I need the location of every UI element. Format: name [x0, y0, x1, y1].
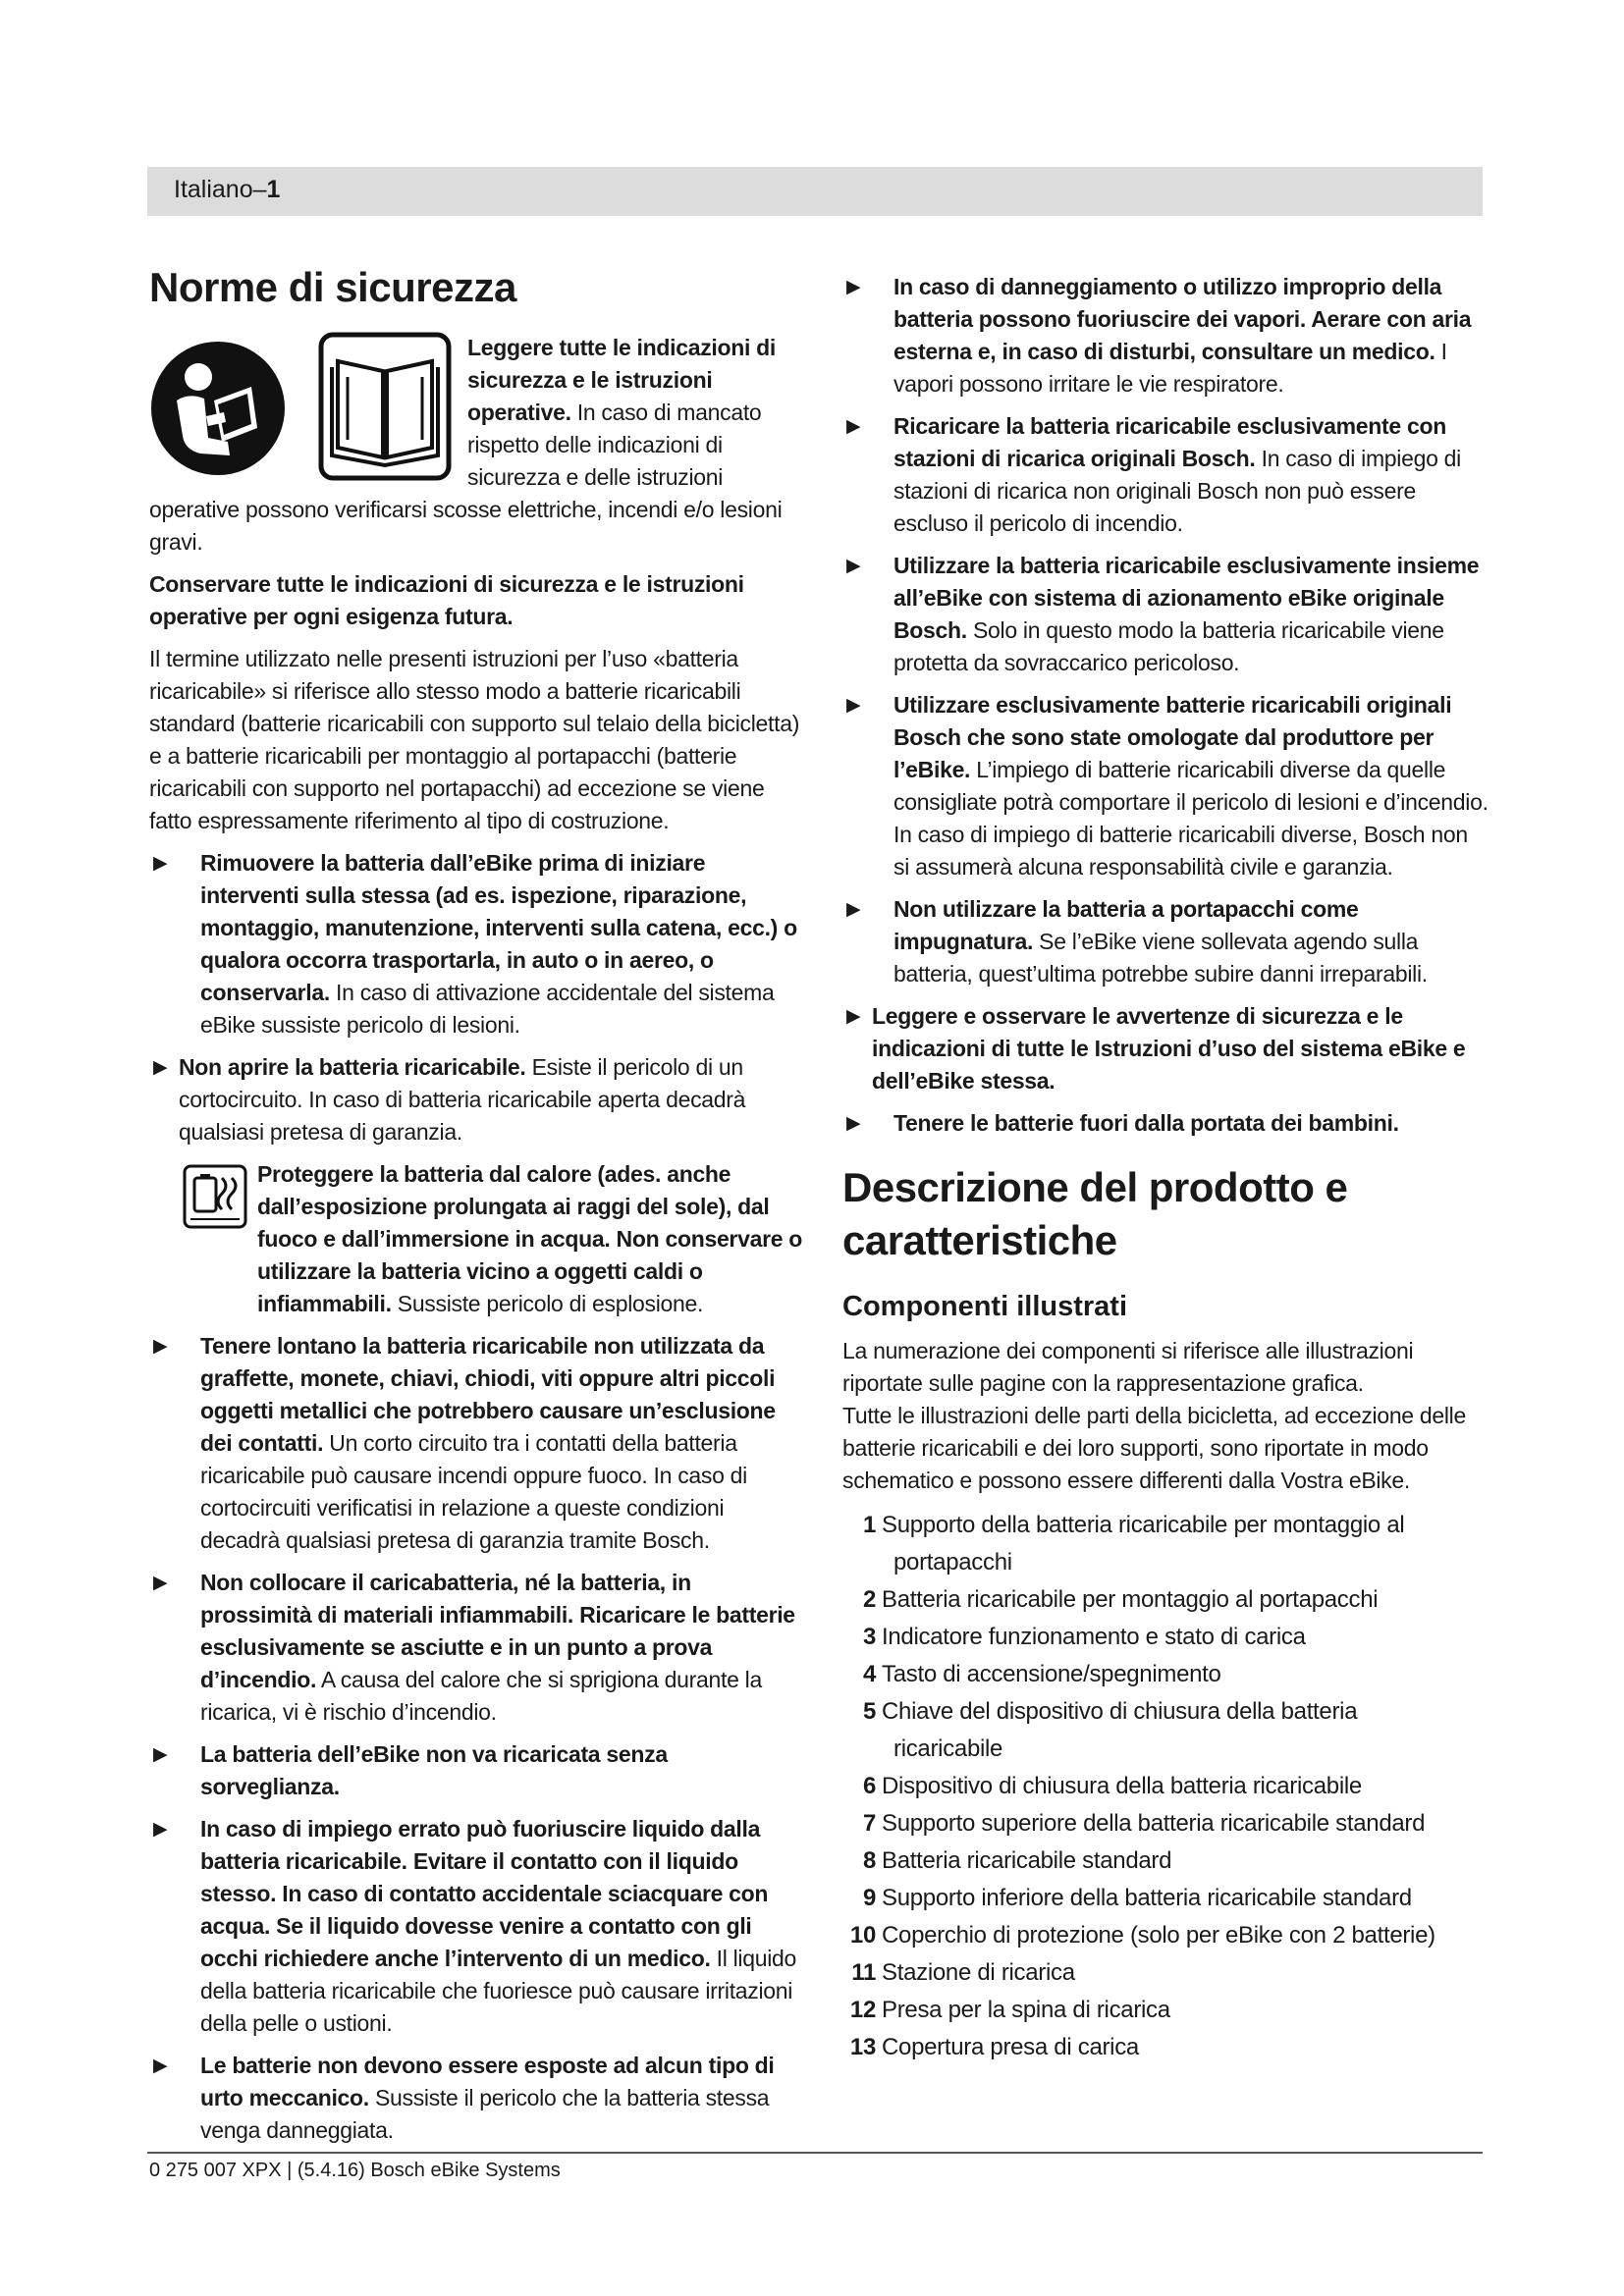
components-intro-1: La numerazione dei componenti si riferisce alle illustrazioni riportate sulle pagine con la rappresentazione grafica.	[842, 1337, 1414, 1396]
triangle-bullet-icon: ▶	[846, 695, 861, 716]
warning-list-left-a	[149, 847, 807, 1148]
list-item	[842, 1107, 1489, 1140]
triangle-bullet-icon: ▶	[846, 277, 861, 297]
item-text: L’impiego di batterie ricaricabili diverse da quelle consigliate potrà comportare il pericolo di lesioni e d’incendio. In caso di impiego di batterie ricaricabili diverse, Bosch non si assumerà alcuna responsabilità civile e garanzia.	[893, 757, 1489, 880]
list-item	[149, 1567, 807, 1729]
item-number: 1	[862, 1511, 876, 1538]
item-text: In caso di attivazione accidentale del sistema eBike sussiste pericolo di lesioni.	[200, 980, 775, 1039]
item-text: A causa del calore che si sprigiona durante la ricarica, vi è rischio d’incendio.	[200, 1667, 762, 1726]
item-text: Copertura presa di carica	[882, 2033, 1139, 2060]
item-text: Supporto superiore della batteria ricaricabile standard	[882, 1809, 1426, 1837]
warning-list-right	[842, 271, 1489, 1140]
term-paragraph: Il termine utilizzato nelle presenti istruzioni per l’uso «batteria ricaricabile» si riferisce allo stesso modo a batterie ricaricabili standard (batterie ricaricabili con supporto sul telaio della bicicletta) e a batterie ricaricabili per montaggio al portapacchi (batterie ricaricabili con supporto nel portapacchi) ad eccezione se viene fatto espressamente riferimento al tipo di costruzione.	[149, 646, 800, 834]
item-text-cont: ricaricabile	[893, 1735, 1003, 1762]
heat-text: Sussiste pericolo di esplosione.	[391, 1291, 704, 1317]
manual-book-icon	[318, 332, 452, 481]
item-number: 11	[851, 1958, 876, 1986]
item-text: Dispositivo di chiusura della batteria ricaricabile	[882, 1772, 1362, 1799]
list-item	[842, 1507, 1489, 1581]
item-text: Presa per la spina di ricarica	[882, 1996, 1170, 2023]
item-text: Esiste il pericolo di un cortocircuito. In caso di batteria ricaricabile aperta decadrà qualsiasi pretesa di garanzia.	[179, 1054, 746, 1146]
intro-block	[149, 332, 807, 559]
item-text: Batteria ricaricabile standard	[882, 1846, 1172, 1874]
item-text: Il liquido della batteria ricaricabile che fuoriesce può causare irritazioni della pelle o ustioni.	[200, 1946, 797, 2037]
triangle-bullet-icon: ▶	[153, 1573, 168, 1594]
item-bold: Ricaricare la batteria ricaricabile esclusivamente con stazioni di ricarica originali Bosch.	[893, 413, 1446, 471]
list-item	[842, 893, 1489, 990]
intro-bold: Leggere tutte le indicazioni di sicurezza e le istruzioni operative.	[467, 335, 777, 426]
item-text: Supporto inferiore della batteria ricaricabile standard	[882, 1884, 1412, 1911]
list-item	[149, 1738, 807, 1803]
item-bold: Non utilizzare la batteria a portapacchi come impugnatura.	[893, 896, 1359, 954]
item-number: 13	[849, 2033, 876, 2060]
item-text: Chiave del dispositivo di chiusura della batteria	[882, 1697, 1358, 1725]
triangle-bullet-icon: ▶	[153, 1819, 168, 1841]
item-bold: Tenere lontano la batteria ricaricabile non utilizzata da graffette, monete, chiavi, chiodi, viti oppure altri piccoli oggetti metallici che potrebbero causare un’esclusione dei contatti.	[200, 1333, 776, 1457]
list-item	[842, 1880, 1489, 1917]
item-number: 6	[862, 1772, 876, 1799]
heat-bold: Proteggere la batteria dal calore (ades. anche dall’esposizione prolungata ai raggi del sole), dal fuoco e dall’immersione in acqua. Non conservare o utilizzare la batteria vicino a oggetti caldi o infiammabili.	[257, 1161, 803, 1317]
triangle-bullet-icon: ▶	[846, 899, 861, 920]
item-number: 5	[862, 1697, 876, 1725]
list-item	[149, 1330, 807, 1557]
item-number: 10	[849, 1921, 876, 1949]
list-item	[842, 1581, 1489, 1619]
triangle-bullet-icon: ▶	[846, 556, 861, 576]
components-title: Componenti illustrati	[842, 1290, 1127, 1322]
list-item	[842, 689, 1489, 883]
triangle-bullet-icon: ▶	[153, 853, 168, 875]
item-number: 2	[862, 1585, 876, 1613]
components-list	[842, 1507, 1489, 2066]
footer-divider	[147, 2152, 1483, 2154]
item-bold: Non aprire la batteria ricaricabile.	[179, 1054, 526, 1081]
list-item	[842, 1656, 1489, 1693]
item-number: 7	[862, 1809, 876, 1837]
triangle-bullet-icon: ▶	[153, 1744, 168, 1766]
item-number: 12	[849, 1996, 876, 2023]
list-item	[149, 2050, 807, 2147]
list-item	[842, 1805, 1489, 1842]
list-item	[842, 2029, 1489, 2066]
list-item	[842, 1619, 1489, 1656]
item-text: Batteria ricaricabile per montaggio al portapacchi	[882, 1585, 1379, 1613]
item-text: Indicatore funzionamento e stato di carica	[882, 1623, 1306, 1650]
header-label	[174, 176, 280, 204]
warning-list-left-b	[149, 1330, 807, 2147]
left-column	[149, 265, 807, 2157]
list-item	[842, 1842, 1489, 1880]
components-intro-2: Tutte le illustrazioni delle parti della bicicletta, ad eccezione delle batterie ricaricabili e dei loro supporti, sono riportate in modo schematico e possono essere differenti dalla Vostra eBike.	[842, 1402, 1466, 1493]
list-item	[842, 271, 1489, 400]
list-item	[842, 1000, 1489, 1097]
item-bold: In caso di impiego errato può fuoriuscire liquido dalla batteria ricaricabile. Evitare il contatto con il liquido stesso. In caso di contatto accidentale sciacquare con acqua. Se il liquido dovesse venire a contatto con gli occhi richiedere anche l’intervento di un medico.	[200, 1816, 769, 1972]
item-number: 3	[862, 1623, 876, 1650]
list-item	[842, 1992, 1489, 2029]
list-item	[842, 1917, 1489, 1954]
list-item	[842, 550, 1489, 679]
page-footer: 0 275 007 XPX | (5.4.16) Bosch eBike Systems	[149, 2160, 561, 2181]
item-text: Stazione di ricarica	[882, 1958, 1075, 1986]
header-page-number: 1	[266, 176, 281, 203]
page-header	[147, 167, 1483, 216]
item-bold: La batteria dell’eBike non va ricaricata senza sorveglianza.	[200, 1741, 668, 1800]
header-separator: –	[252, 176, 267, 203]
item-text: Un corto circuito tra i contatti della batteria ricaricabile può causare incendi oppure fuoco. In caso di cortocircuiti verificatisi in relazione a queste condizioni decadrà qualsiasi pretesa di garanzia tramite Bosch.	[200, 1430, 747, 1554]
triangle-bullet-icon: ▶	[153, 1336, 168, 1358]
item-bold: In caso di danneggiamento o utilizzo improprio della batteria possono fuoriuscire dei vapori. Aerare con aria esterna e, in caso di disturbi, consultare un medico.	[893, 274, 1472, 364]
item-number: 8	[862, 1846, 876, 1874]
item-text: I vapori possono irritare le vie respiratore.	[893, 339, 1447, 397]
header-language: Italiano	[174, 176, 253, 203]
item-bold: Utilizzare la batteria ricaricabile esclusivamente insieme all’eBike con sistema di azionamento eBike originale Bosch.	[893, 553, 1480, 643]
item-bold: Tenere le batterie fuori dalla portata dei bambini.	[893, 1110, 1399, 1136]
item-number: 4	[862, 1660, 876, 1687]
list-item	[842, 1693, 1489, 1768]
item-bold: Non collocare il caricabatteria, né la batteria, in prossimità di materiali infiammabili. Ricaricare le batterie esclusivamente se asciutte e in un punto a prova d’incendio.	[200, 1570, 795, 1693]
item-bold: Leggere e osservare le avvertenze di sicurezza e le indicazioni di tutte le Istruzioni d’uso del sistema eBike e dell’eBike stessa.	[872, 1003, 1466, 1094]
item-text: Coperchio di protezione (solo per eBike con 2 batterie)	[882, 1921, 1435, 1949]
right-column	[842, 271, 1489, 2066]
triangle-bullet-icon: ▶	[153, 1057, 168, 1079]
triangle-bullet-icon: ▶	[846, 1006, 861, 1027]
triangle-bullet-icon: ▶	[846, 1113, 861, 1134]
item-text: Supporto della batteria ricaricabile per montaggio al	[882, 1511, 1405, 1538]
item-bold: Rimuovere la batteria dall’eBike prima di iniziare interventi sulla stessa (ad es. ispezione, riparazione, montaggio, manutenzione, interventi sulla catena, ecc.) o qualora occorra trasportarla, in auto o in aereo, o conservarla.	[200, 850, 797, 1006]
list-item	[842, 1954, 1489, 1992]
list-item	[842, 410, 1489, 540]
safety-title: Norme di sicurezza	[149, 264, 516, 310]
list-item	[842, 1768, 1489, 1805]
item-number: 9	[862, 1884, 876, 1911]
list-item	[149, 1051, 807, 1148]
intro-icons	[149, 332, 461, 491]
heat-warning	[149, 1158, 807, 1320]
keep-instructions	[149, 568, 807, 633]
list-item	[149, 847, 807, 1041]
item-text: Sussiste il pericolo che la batteria stessa venga danneggiata.	[200, 2085, 770, 2144]
item-text-cont: portapacchi	[893, 1548, 1012, 1575]
item-bold: Le batterie non devono essere esposte ad alcun tipo di urto meccanico.	[200, 2053, 775, 2111]
triangle-bullet-icon: ▶	[846, 416, 861, 437]
read-manual-person-icon	[149, 340, 287, 477]
item-bold: Utilizzare esclusivamente batterie ricaricabili originali Bosch che sono state omologate dal produttore per l’eBike.	[893, 692, 1452, 782]
product-description-title: Descrizione del prodotto e caratteristiche	[842, 1164, 1348, 1263]
item-text: Solo in questo modo la batteria ricaricabile viene protetta da sovraccarico pericoloso.	[893, 617, 1444, 675]
item-text: Se l’eBike viene sollevata agendo sulla batteria, quest’ultima potrebbe subire danni irreparabili.	[893, 929, 1428, 987]
triangle-bullet-icon: ▶	[153, 2056, 168, 2077]
list-item	[149, 1813, 807, 2040]
item-text: In caso di impiego di stazioni di ricarica non originali Bosch non può essere escluso il pericolo di incendio.	[893, 446, 1461, 536]
item-text: Tasto di accensione/spegnimento	[882, 1660, 1221, 1687]
keep-bold: Conservare tutte le indicazioni di sicurezza e le istruzioni operative per ogni esigenza futura.	[149, 571, 744, 630]
intro-text: In caso di mancato rispetto delle indicazioni di sicurezza e delle istruzioni operative possono verificarsi scosse elettriche, incendi e/o lesioni gravi.	[149, 400, 783, 556]
heat-protect-icon	[183, 1164, 247, 1229]
